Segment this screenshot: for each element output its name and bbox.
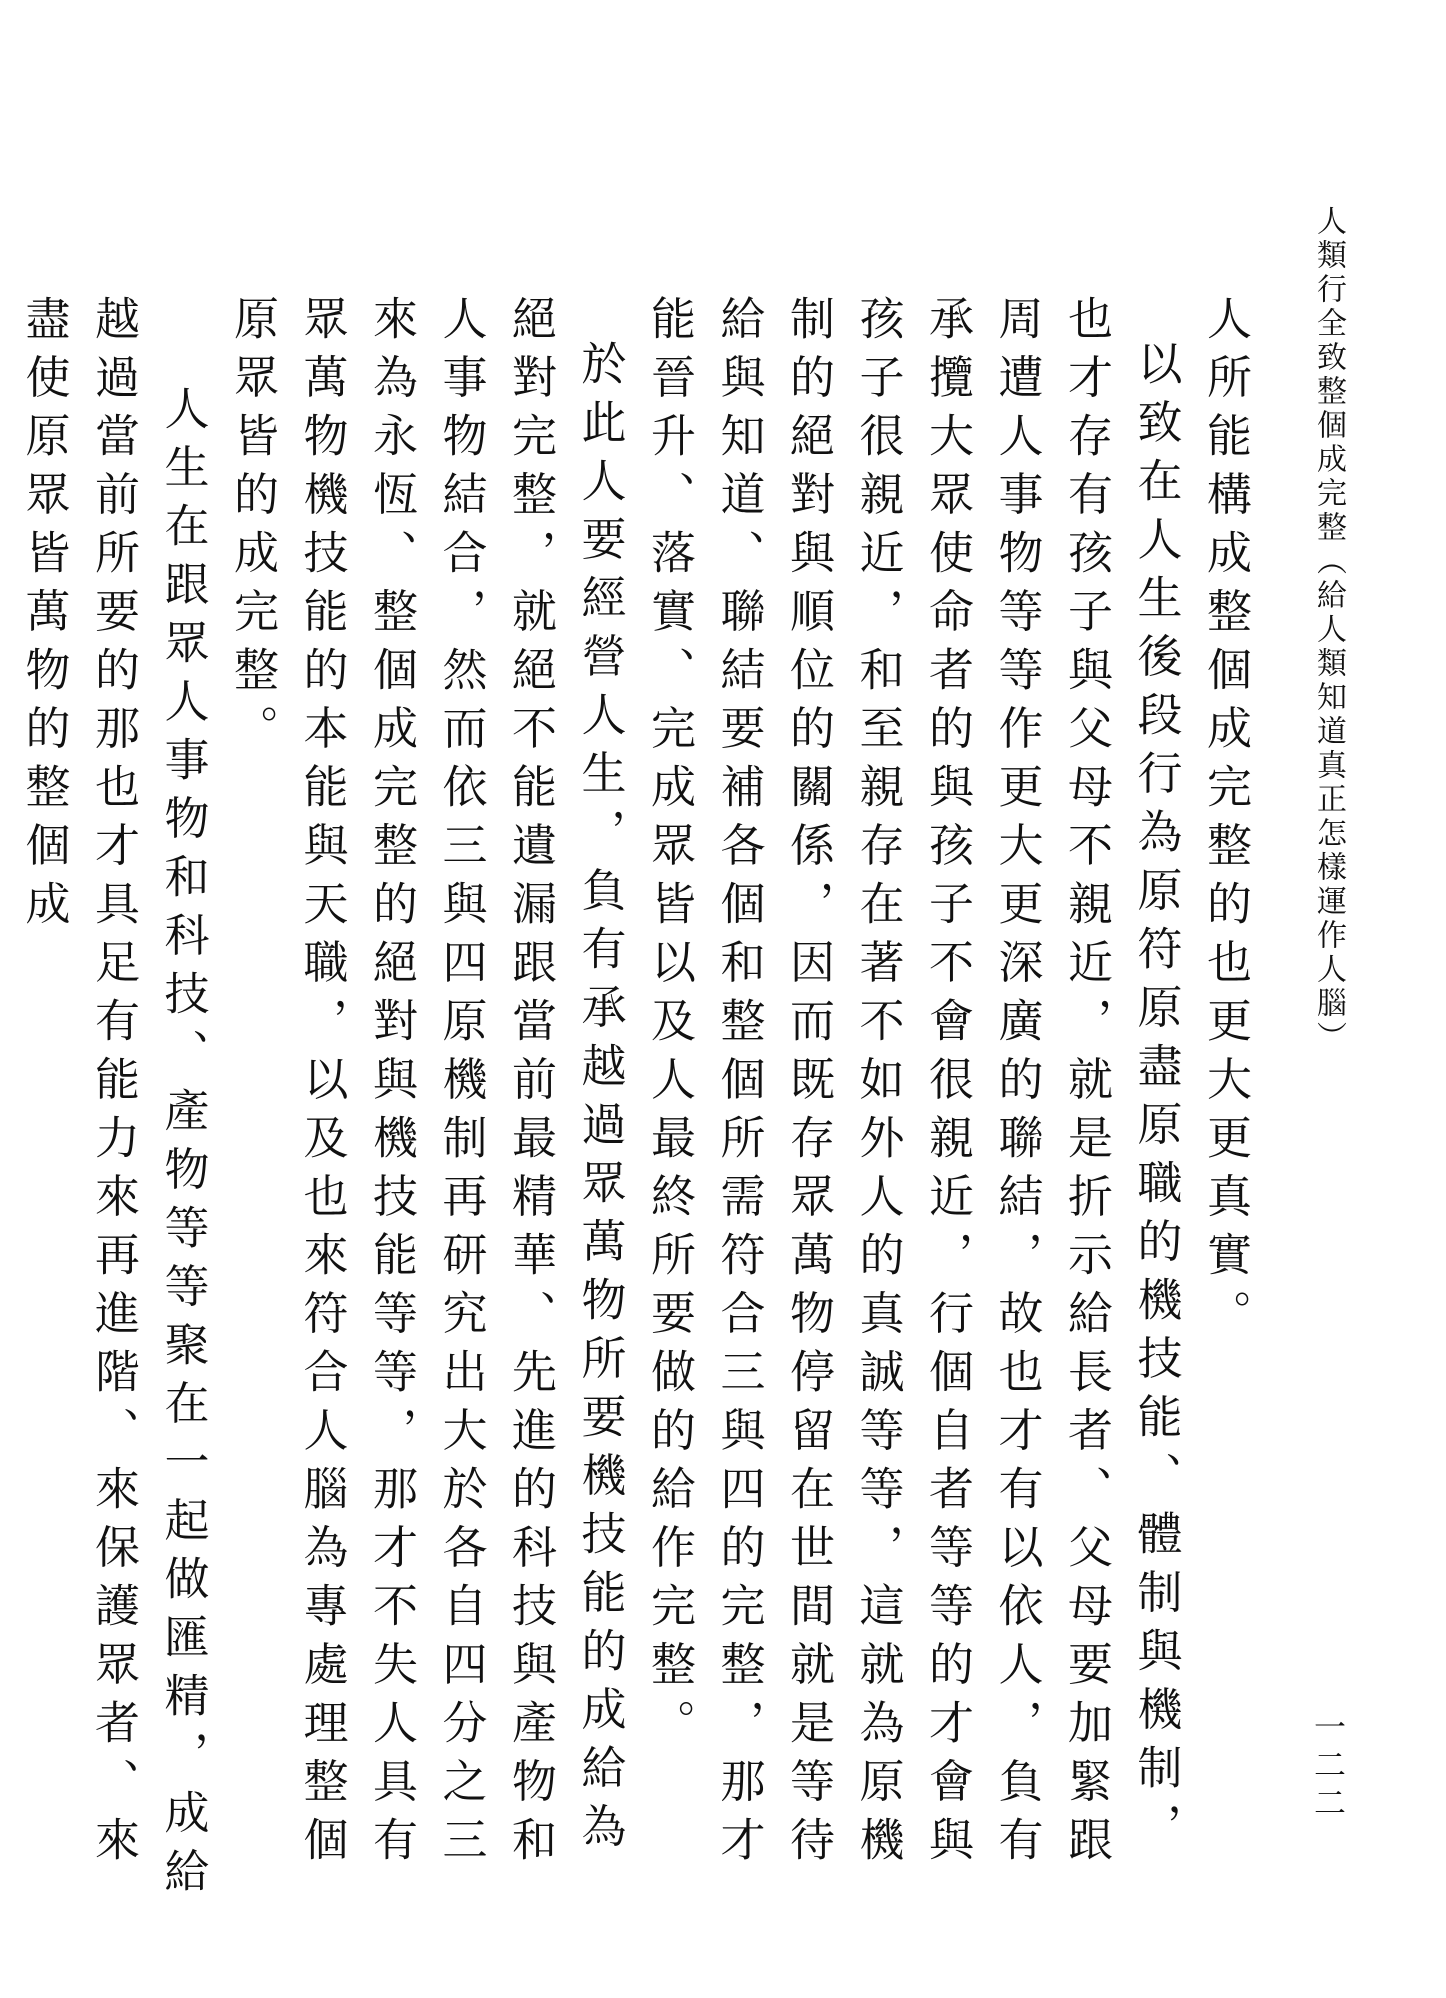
paragraph-2: 以致在人生後段行為原符原盡原職的機技能、體制與機制，也才存有孩子與父母不親近，就是折示給長者、父母要加緊跟周遭人事物等等作更大更深廣的聯結，故也才有以依人，負有承攬大眾使命者的與孩子不會很親近，行個自者等等的才會與孩子很親近，和至親存在著不如外人的真誠等等，這就為原機制的絕對與順位的關係，因而既存眾萬物停留在世間就是等待給與知道、聯結要補各個和整個所需符合三與四的完整，那才能晉升、落實、完成眾皆以及人最終所要做的給作完整。 [643, 295, 1183, 1875]
paragraph-1: 人所能構成整個成完整的也更大更真實。 [1199, 295, 1252, 1348]
paragraph-3: 於此人要經營人生，負有承越過眾萬物所要機技能的成給為絕對完整，就絕不能遺漏跟當前最精華、先進的科技與產物和人事物結合，然而依三與四原機制再研究出大於各自四分之三來為永恆、整個成完整的絕對與機技能等等，那才不失人具有眾萬物機技能的本能與天職，以及也來符合人腦為專處理整個原眾皆的成完整。 [226, 295, 627, 1875]
body-text [17, 295, 1260, 1915]
page-number: 一二二 [1309, 1710, 1347, 1824]
paragraph-4: 人生在跟眾人事物和科技、產物等等聚在一起做匯精，成給越過當前所要的那也才具足有能力來再進階、來保護眾者、來盡使原眾皆萬物的整個成 [17, 295, 210, 1906]
running-header: 人類行全致整個成完整（給人類知道真正怎樣運作人腦） [1311, 205, 1346, 1055]
